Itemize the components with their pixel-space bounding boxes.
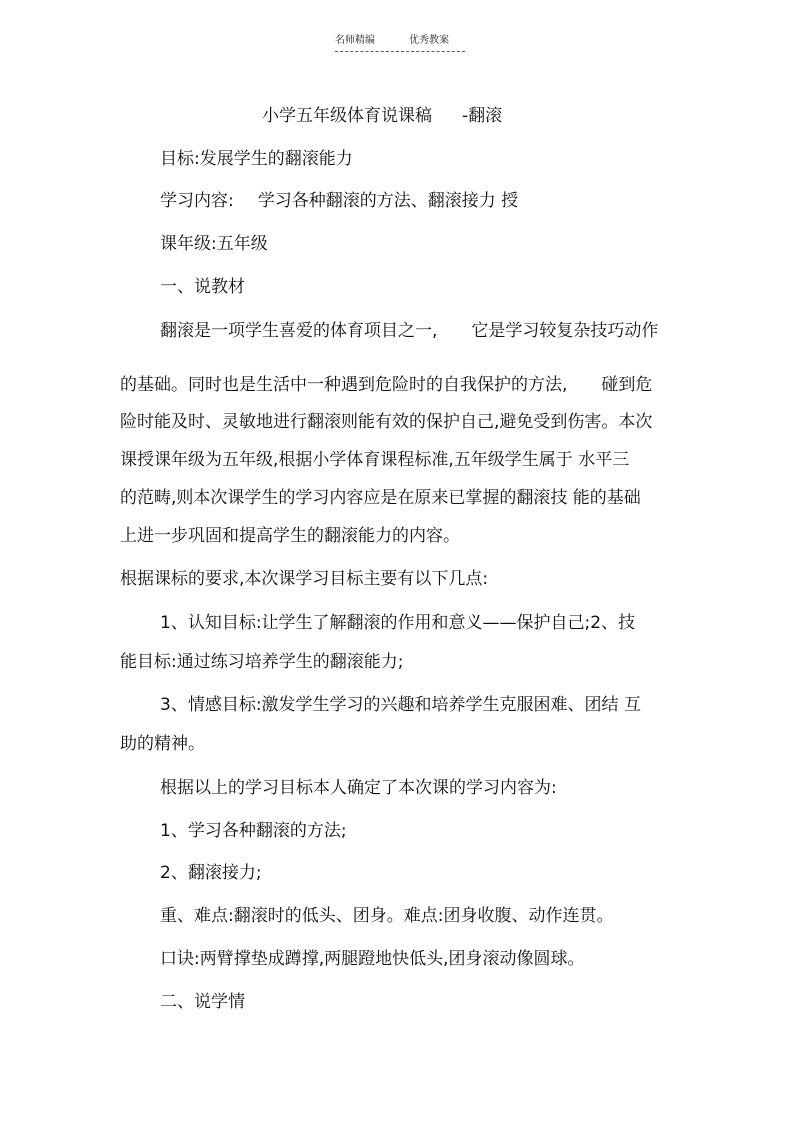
header-left-text: 名师精编	[335, 35, 375, 46]
paragraph-fragment: 的基础。同时也是生活中一种遇到危险时的自我保护的方法,	[120, 375, 568, 395]
paragraph-line	[160, 320, 658, 342]
paragraph-fragment: 翻滚是一项学生喜爱的体育项目之一,	[160, 321, 438, 341]
section-heading-students: 二、说学情	[160, 992, 245, 1012]
objectives-intro-line: 根据课标的要求,本次课学习目标主要有以下几点:	[120, 569, 489, 589]
content-intro-line: 根据以上的学习目标本人确定了本次课的学习内容为:	[160, 778, 557, 798]
paragraph-line: 险时能及时、灵敏地进行翻滚则能有效的保护自己,避免受到伤害。本次	[120, 412, 653, 432]
header-right-text: 优秀教案	[409, 35, 449, 46]
paragraph-line	[120, 374, 652, 396]
section-heading-textbook: 一、说教材	[160, 277, 245, 297]
content-label: 学习内容:	[160, 191, 234, 211]
objective-item-line: 1、认知目标:让学生了解翻滚的作用和意义——保护自己;2、技	[160, 613, 636, 633]
objective-item-line: 能目标:通过练习培养学生的翻滚能力;	[120, 652, 404, 672]
objective-item-line: 3、情感目标:激发学生学习的兴趣和培养学生克服困难、团结 互	[160, 695, 641, 715]
paragraph-line: 的范畴,则本次课学生的学习内容应是在原来已掌握的翻滚技 能的基础	[120, 488, 641, 508]
content-text: 学习各种翻滚的方法、翻滚接力 授	[257, 191, 519, 211]
paragraph-fragment: 碰到危	[601, 375, 653, 395]
paragraph-fragment: 它是学习较复杂技巧动作	[471, 321, 659, 341]
content-line	[160, 190, 518, 212]
paragraph-line: 上进一步巩固和提高学生的翻滚能力的内容。	[120, 526, 460, 546]
objective-item-line: 助的精神。	[120, 734, 205, 754]
key-points-line: 重、难点:翻滚时的低头、团身。难点:团身收腹、动作连贯。	[160, 906, 614, 926]
objective-line: 目标:发展学生的翻滚能力	[160, 149, 353, 169]
title-suffix: -翻滚	[462, 106, 503, 126]
page-header	[335, 34, 465, 52]
content-item-line: 1、学习各种翻滚的方法;	[160, 821, 347, 841]
content-item-line: 2、翻滚接力;	[160, 863, 262, 883]
grade-line: 课年级:五年级	[160, 234, 268, 254]
document-title	[262, 105, 502, 127]
title-main: 小学五年级体育说课稿	[262, 106, 432, 126]
paragraph-line: 课授课年级为五年级,根据小学体育课程标准,五年级学生属于 水平三	[120, 450, 630, 470]
rhyme-line: 口诀:两臂撑垫成蹲撑,两腿蹬地快低头,团身滚动像圆球。	[160, 949, 585, 969]
